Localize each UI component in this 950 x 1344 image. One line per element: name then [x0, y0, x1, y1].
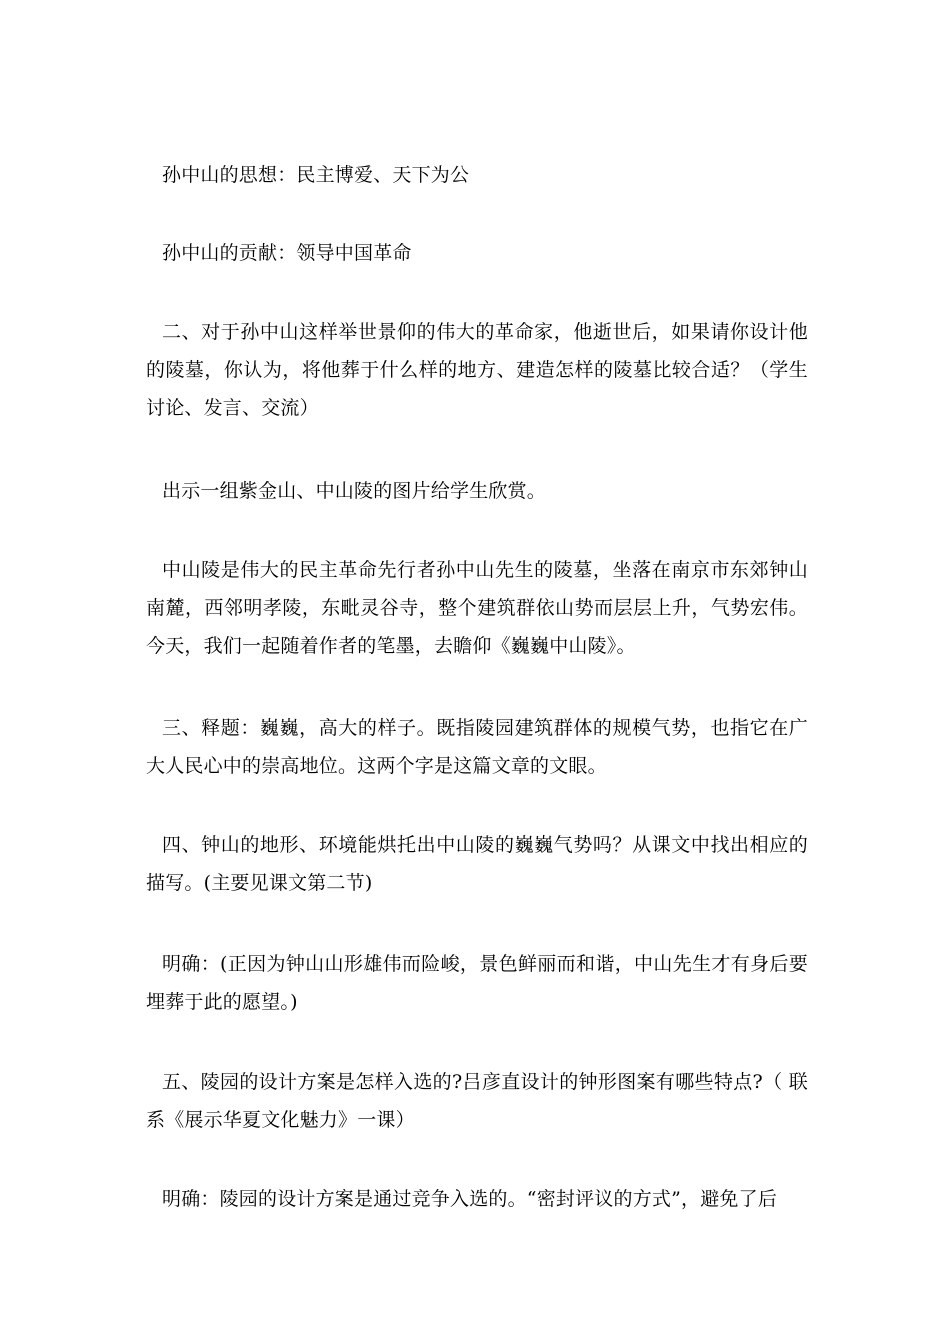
paragraph-question-two: 二、对于孙中山这样举世景仰的伟大的革命家，他逝世后，如果请你设计他的陵墓，你认为，将他葬于什么样的地方、建造怎样的陵墓比较合适？（学生讨论、发言、交流） — [146, 321, 808, 419]
paragraph-mausoleum-intro: 中山陵是伟大的民主革命先行者孙中山先生的陵墓，坐落在南京市东郊钟山南麓，西邻明孝陵，东毗灵谷寺，整个建筑群依山势而层层上升，气势宏伟。今天，我们一起随着作者的笔墨，去瞻仰《巍巍中山陵》。 — [146, 559, 808, 657]
paragraph-sun-contribution: 孙中山的贡献：领导中国革命 — [162, 242, 412, 264]
paragraph-answer-four: 明确：(正因为钟山山形雄伟而险峻，景色鲜丽而和谐，中山先生才有身后要埋葬于此的愿望。) — [146, 953, 808, 1013]
paragraph-question-five: 五、陵园的设计方案是怎样入选的?吕彦直设计的钟形图案有哪些特点?（ 联系《展示华夏文化魅力》一课） — [146, 1071, 808, 1131]
paragraph-question-four: 四、钟山的地形、环境能烘托出中山陵的巍巍气势吗？从课文中找出相应的描写。(主要见课文第二节) — [146, 834, 808, 894]
paragraph-answer-five: 明确：陵园的设计方案是通过竞争入选的。“密封评议的方式”，避免了后 — [162, 1188, 778, 1210]
paragraph-title-explanation: 三、释题：巍巍，高大的样子。既指陵园建筑群体的规模气势，也指它在广大人民心中的崇高地位。这两个字是这篇文章的文眼。 — [146, 717, 808, 777]
paragraph-sun-thought: 孙中山的思想：民主博爱、天下为公 — [162, 164, 470, 186]
paragraph-show-pictures: 出示一组紫金山、中山陵的图片给学生欣赏。 — [162, 480, 547, 502]
